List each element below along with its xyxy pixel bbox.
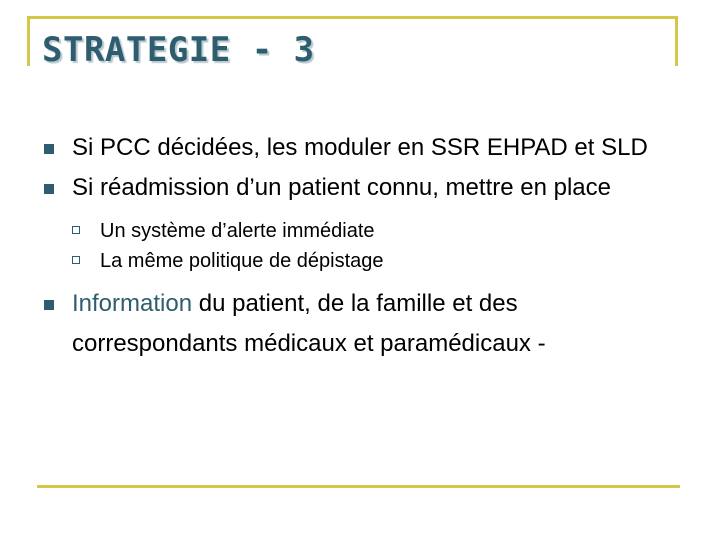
hollow-square-bullet-icon <box>72 256 80 264</box>
sub-bullet-item <box>72 246 684 276</box>
sub-bullet-list <box>72 216 684 276</box>
square-bullet-icon <box>44 300 54 310</box>
sub-bullet-text: La même politique de dépistage <box>100 250 384 272</box>
bottom-rule <box>37 485 680 488</box>
top-rule <box>27 16 678 19</box>
bullet-item <box>44 128 684 168</box>
bullet-text: Si PCC décidées, les moduler en SSR EHPAD et SLD <box>72 134 648 161</box>
bullet-text: Si réadmission d’un patient connu, mettre en place <box>72 174 611 201</box>
bullet-list <box>44 128 684 364</box>
square-bullet-icon <box>44 144 54 154</box>
bullet-item <box>44 284 684 364</box>
bullet-text: du patient, de la famille et des correspondants médicaux et paramédicaux - <box>72 290 546 357</box>
bullet-item <box>44 168 684 276</box>
sub-bullet-text: Un système d’alerte immédiate <box>100 220 375 242</box>
sub-bullet-item <box>72 216 684 246</box>
highlighted-word: Information <box>72 290 193 317</box>
slide-title: STRATEGIE - 3 <box>42 30 315 70</box>
hollow-square-bullet-icon <box>72 226 80 234</box>
right-rule <box>675 16 678 66</box>
square-bullet-icon <box>44 184 54 194</box>
left-rule <box>27 16 30 66</box>
